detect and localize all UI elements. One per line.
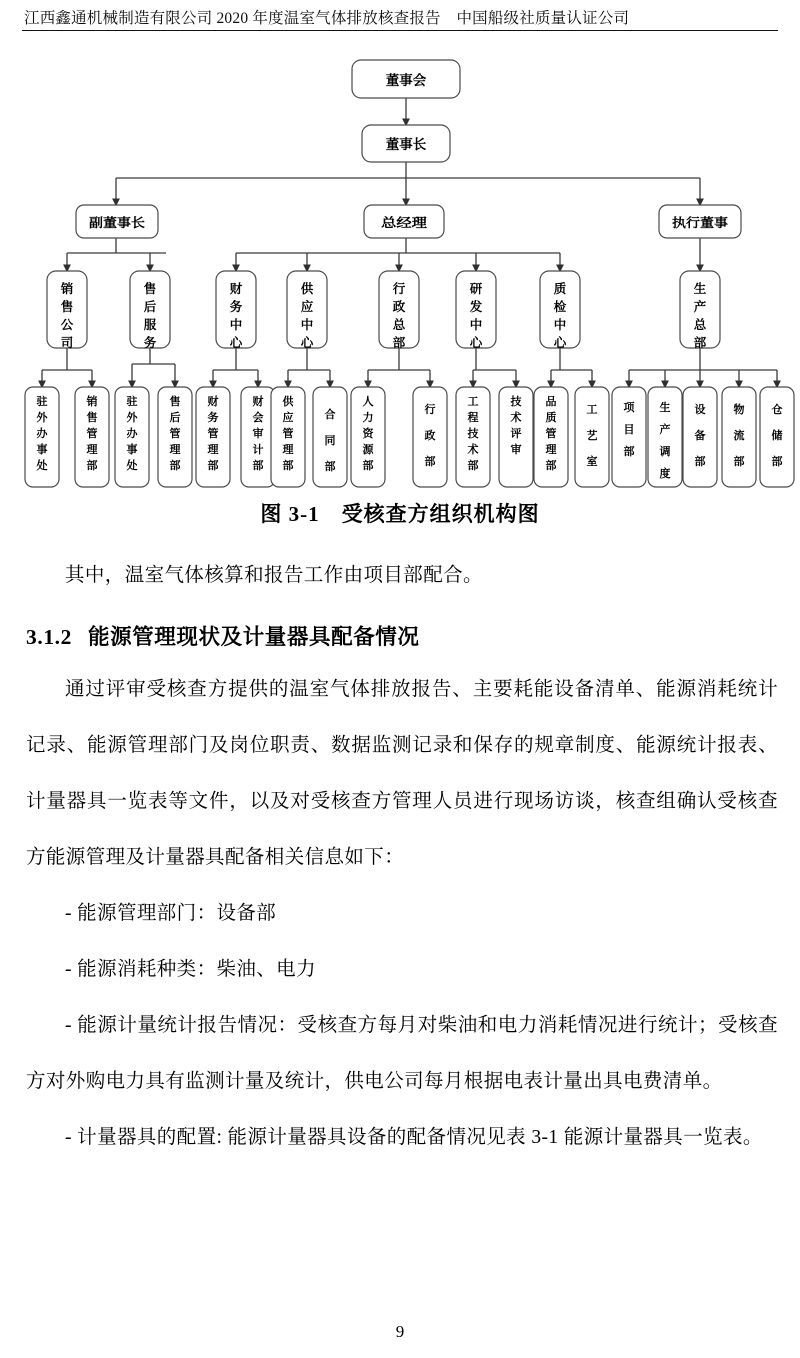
node-eng-tech-dept-label: 工程技术部 bbox=[467, 396, 479, 472]
node-logistics-dept bbox=[722, 387, 756, 487]
node-sales-company bbox=[47, 271, 87, 350]
org-chart-svg bbox=[0, 48, 800, 493]
header-title: 江西鑫通机械制造有限公司 2020 年度温室气体排放核查报告 中国船级社质量认证公司 bbox=[24, 10, 630, 27]
figure-caption: 图 3-1 受核查方组织机构图 bbox=[260, 502, 540, 526]
node-admin-dept bbox=[413, 387, 447, 487]
node-production-scheduling bbox=[648, 387, 682, 487]
node-process-office-label: 工艺室 bbox=[586, 404, 598, 468]
node-eng-tech-dept bbox=[456, 387, 490, 487]
node-quality-mgmt-dept bbox=[534, 387, 568, 487]
bullet-energy-dept: - 能源管理部门：设备部 bbox=[65, 903, 277, 924]
section-title: 能源管理现状及计量器具配备情况 bbox=[88, 625, 420, 649]
node-rd-center bbox=[456, 271, 496, 350]
node-project-dept-label: 项目部 bbox=[623, 402, 635, 458]
node-equipment-dept-label: 设备部 bbox=[694, 404, 706, 468]
node-finance-center bbox=[216, 271, 256, 350]
node-project-dept bbox=[612, 387, 646, 487]
node-after-sales-service-label: 售后服务 bbox=[143, 282, 157, 350]
node-process-office bbox=[575, 387, 609, 487]
node-contract-dept bbox=[313, 387, 347, 487]
node-field-office-1-label: 驻外办事处 bbox=[36, 396, 48, 472]
node-hr-dept-label: 人力资源部 bbox=[362, 396, 374, 472]
node-warehouse-dept bbox=[760, 387, 794, 487]
node-rd-center-label: 研发中心 bbox=[469, 282, 483, 350]
node-hr-dept bbox=[351, 387, 385, 487]
paragraph-review: 通过评审受核查方提供的温室气体排放报告、主要耗能设备清单、能源消耗统计记录、能源管理部门及岗位职责、数据监测记录和保存的规章制度、能源统计报表、计量器具一览表等文件，以及对受核查方管理人员进行现场访谈，核查组确认受核查方能源管理及计量器具配备相关信息如下： bbox=[26, 679, 778, 868]
node-tech-review-label: 技术评审 bbox=[510, 396, 522, 456]
node-general-manager bbox=[364, 205, 444, 238]
node-audit-dept bbox=[241, 387, 275, 487]
node-executive-director bbox=[659, 205, 741, 238]
node-qc-center bbox=[540, 271, 580, 350]
node-quality-mgmt-dept-label: 品质管理部 bbox=[545, 396, 557, 472]
document-body bbox=[26, 548, 778, 1166]
node-sales-company-label: 销售公司 bbox=[60, 282, 74, 350]
node-chairman bbox=[362, 125, 450, 162]
section-number: 3.1.2 bbox=[26, 625, 72, 649]
node-admin-hq-label: 行政总部 bbox=[392, 282, 406, 350]
node-contract-dept-label: 合同部 bbox=[324, 409, 336, 473]
node-production-hq-label: 生产总部 bbox=[693, 282, 707, 350]
node-warehouse-dept-label: 仓储部 bbox=[771, 404, 783, 468]
node-supply-center bbox=[287, 271, 327, 350]
page-number: 9 bbox=[395, 1322, 405, 1341]
node-sales-mgmt-dept-label: 销售管理部 bbox=[86, 396, 98, 472]
node-field-office-2 bbox=[115, 387, 149, 487]
node-vice-chairman-label: 副董事长 bbox=[89, 216, 140, 230]
node-board bbox=[352, 60, 460, 98]
node-sales-mgmt-dept bbox=[75, 387, 109, 487]
node-production-hq bbox=[680, 271, 720, 350]
node-after-sales-mgmt-dept bbox=[158, 387, 192, 487]
node-chairman-label: 董事长 bbox=[385, 137, 427, 152]
node-audit-dept-label: 财会审计部 bbox=[252, 396, 264, 472]
node-finance-mgmt-dept-label: 财务管理部 bbox=[207, 396, 219, 472]
page-header bbox=[0, 0, 800, 34]
node-qc-center-label: 质检中心 bbox=[553, 282, 567, 350]
node-production-scheduling-label: 生产调度 bbox=[659, 402, 671, 480]
section-heading bbox=[26, 614, 778, 660]
node-finance-center-label: 财务中心 bbox=[229, 282, 243, 350]
node-admin-hq bbox=[379, 271, 419, 350]
bullet-meter-config: - 计量器具的配置: 能源计量器具设备的配备情况见表 3-1 能源计量器具一览表。 bbox=[65, 1127, 763, 1148]
bullet-energy-stats: - 能源计量统计报告情况：受核查方每月对柴油和电力消耗情况进行统计；受核查方对外购电力具有监测计量及统计，供电公司每月根据电表计量出具电费清单。 bbox=[26, 1015, 778, 1092]
organization-chart bbox=[0, 48, 800, 493]
node-field-office-1 bbox=[25, 387, 59, 487]
node-after-sales-service bbox=[130, 271, 170, 350]
paragraph-after-figure: 其中，温室气体核算和报告工作由项目部配合。 bbox=[65, 565, 483, 586]
node-vice-chairman bbox=[76, 205, 158, 238]
node-equipment-dept bbox=[683, 387, 717, 487]
header-rule bbox=[22, 30, 778, 31]
node-executive-director-label: 执行董事 bbox=[672, 216, 723, 230]
node-after-sales-mgmt-dept-label: 售后管理部 bbox=[169, 396, 181, 472]
node-supply-center-label: 供应中心 bbox=[300, 282, 314, 350]
bullet-energy-types: - 能源消耗种类：柴油、电力 bbox=[65, 959, 316, 980]
node-tech-review bbox=[499, 387, 533, 487]
node-admin-dept-label: 行政部 bbox=[424, 404, 436, 468]
node-supply-mgmt-dept bbox=[271, 387, 305, 487]
node-board-label: 董事会 bbox=[385, 73, 427, 88]
node-general-manager-label: 总经理 bbox=[381, 216, 419, 230]
node-logistics-dept-label: 物流部 bbox=[733, 404, 745, 468]
node-finance-mgmt-dept bbox=[196, 387, 230, 487]
node-field-office-2-label: 驻外办事处 bbox=[126, 396, 138, 472]
node-supply-mgmt-dept-label: 供应管理部 bbox=[282, 396, 294, 472]
